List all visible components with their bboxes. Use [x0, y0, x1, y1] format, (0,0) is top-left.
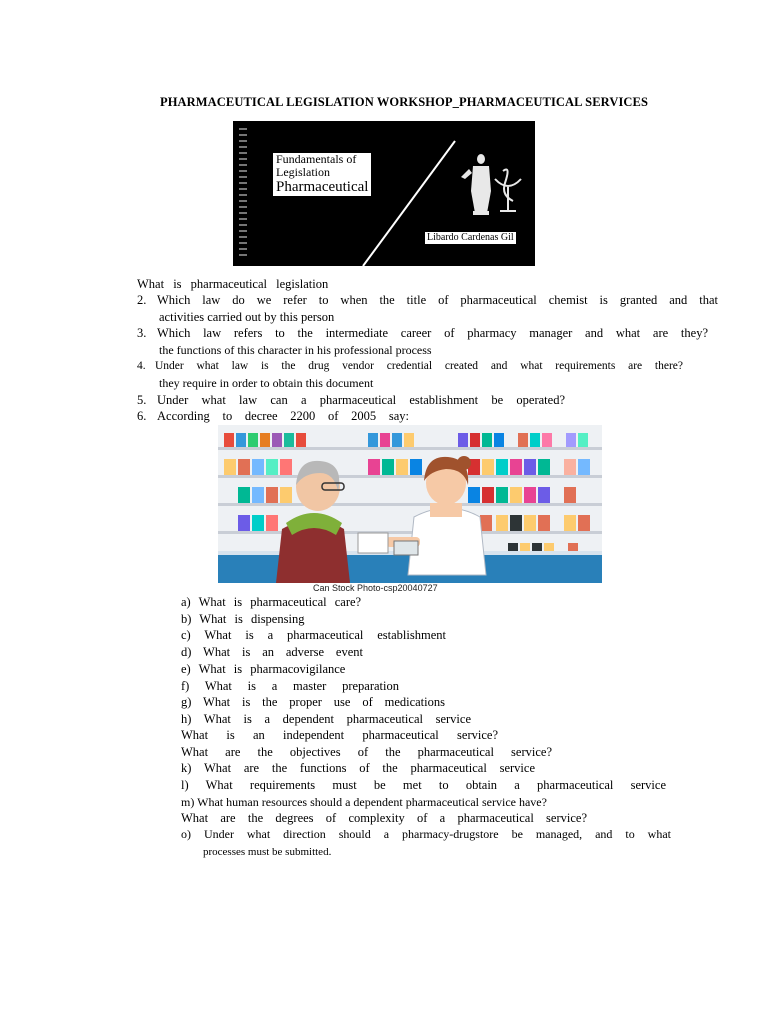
- subquestion-h: h) What is a dependent pharmaceutical service: [181, 712, 471, 726]
- subquestion-n: What are the degrees of complexity of a pharmaceutical service?: [181, 811, 587, 825]
- page-title: PHARMACEUTICAL LEGISLATION WORKSHOP_PHARMACEUTICAL SERVICES: [159, 95, 649, 109]
- question-2-line-1: Which law do we refer to when the title of pharmaceutical chemist is granted and that: [157, 293, 718, 307]
- question-3-number: 3.: [137, 326, 147, 340]
- cover-author: Libardo Cardenas Gil: [427, 232, 514, 243]
- subquestion-m: m) What human resources should a dependent pharmaceutical service have?: [181, 795, 547, 809]
- cover-line-1: Fundamentals of: [276, 152, 357, 166]
- cover-title-box: [273, 153, 371, 196]
- subquestion-o-line-2: processes must be submitted.: [203, 846, 332, 858]
- subquestion-a: a) What is pharmaceutical care?: [181, 595, 362, 609]
- question-5-line-1: Under what law can a pharmaceutical establishment be operated?: [157, 393, 565, 407]
- question-6-number: 6.: [137, 409, 147, 423]
- question-4-number: 4.: [137, 360, 146, 372]
- pharmacy-illustration: [218, 425, 602, 583]
- subquestion-g: g) What is the proper use of medications: [181, 695, 445, 709]
- image-caption: Can Stock Photo-csp20040727: [313, 583, 438, 593]
- question-1: What is pharmaceutical legislation: [137, 277, 329, 291]
- question-4-line-2: they require in order to obtain this document: [159, 376, 374, 390]
- cover-line-2: Legislation: [276, 165, 330, 179]
- subquestion-l: l) What requirements must be met to obtain a pharmaceutical service: [181, 778, 666, 792]
- subquestion-b: b) What is dispensing: [181, 612, 305, 626]
- subquestion-k: k) What are the functions of the pharmaceutical service: [181, 761, 535, 775]
- question-6-line-1: According to decree 2200 of 2005 say:: [157, 409, 409, 423]
- subquestion-c: c) What is a pharmaceutical establishment: [181, 628, 446, 642]
- subquestion-i: What is an independent pharmaceutical service?: [181, 728, 498, 742]
- question-3-line-2: the functions of this character in his professional process: [159, 343, 432, 357]
- question-4-line-1: Under what law is the drug vendor credential created and what requirements are there?: [155, 360, 683, 372]
- cover-image: [233, 121, 535, 266]
- subquestion-d: d) What is an adverse event: [181, 645, 363, 659]
- question-3-line-1: Which law refers to the intermediate career of pharmacy manager and what are they?: [157, 326, 708, 340]
- subquestion-j: What are the objectives of the pharmaceutical service?: [181, 745, 552, 759]
- subquestion-e: e) What is pharmacovigilance: [181, 662, 346, 676]
- question-2-line-2: activities carried out by this person: [159, 310, 335, 324]
- pharmacy-scene: [218, 425, 602, 583]
- question-2-number: 2.: [137, 293, 147, 307]
- subquestion-f: f) What is a master preparation: [181, 679, 399, 693]
- subquestion-o-line-1: o) Under what direction should a pharmacy-drugstore be managed, and to what: [181, 827, 671, 841]
- question-5-number: 5.: [137, 393, 147, 407]
- cover-line-3: Pharmaceutical: [276, 179, 369, 195]
